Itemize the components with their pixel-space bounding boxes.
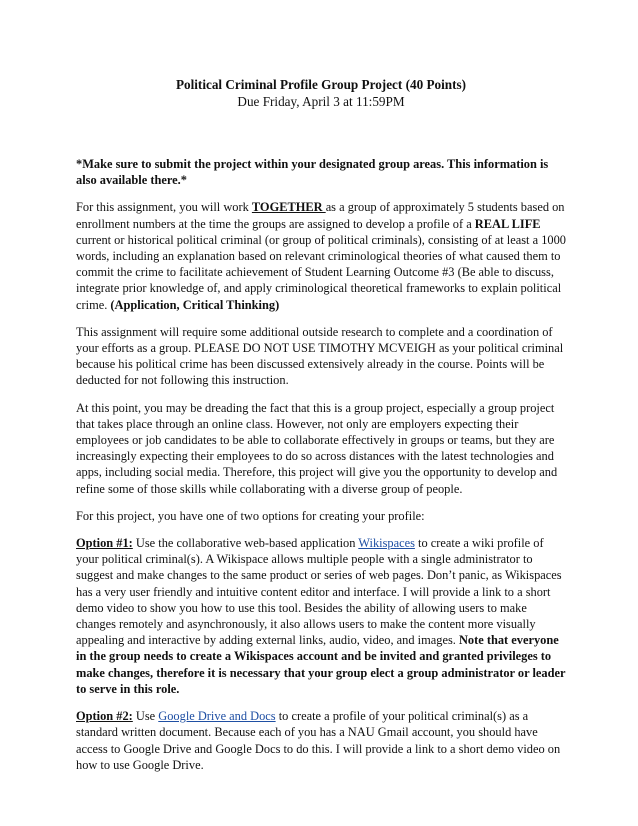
paragraph-option-2 — [76, 708, 566, 773]
submission-notice — [76, 156, 566, 188]
p1-text-c: current or historical political criminal (or group of political criminals), consisting of at least a 1000 words, including an explanation based on relevant criminological theories of what caused them to commit the crime to facilitate achievement of Student Learning Outcome #3 (Be able to discuss, integrate prior knowledge of, and apply criminological theoretical frameworks to explain political crime. — [76, 232, 566, 312]
option-2-label: Option #2: — [76, 709, 133, 724]
option-1-note: Note that everyone in the group needs to create a Wikispaces account and be invited and granted privileges to make changes, therefore it is necessary that your group elect a group administrator or leader to serve in this role. — [76, 633, 566, 696]
paragraph-group-project: At this point, you may be dreading the fact that this is a group project, especially a group project that takes place through an online class. However, not only are employers expecting their employees or job candidates to be able to collaborate effectively in groups or teams, but they are increasingly expecting their employees to do so across distances with the latest technologies and apps, including social media. Therefore, this project will give you the opportunity to develop and refine some of those skills while collaborating with a diverse group of people. — [76, 400, 558, 496]
wikispaces-link[interactable]: Wikispaces — [358, 536, 415, 551]
option-1-label: Option #1: — [76, 536, 133, 551]
p1-text-a: For this assignment, you will work — [76, 200, 252, 215]
together-emphasis: TOGETHER — [251, 200, 326, 215]
option-2-text-b: to create a profile of your political criminal(s) as a standard written document. Because each of you has a NAU Gmail account, you should have access to Google Drive and Google Docs to do this. I will provide a link to a short demo video on how to use Google Drive. — [76, 709, 561, 772]
real-life-emphasis: REAL LIFE — [474, 216, 541, 231]
paragraph-assignment — [76, 199, 566, 312]
paragraph-research: This assignment will require some additional outside research to complete and a coordination of your efforts as a group. PLEASE DO NOT USE TIMOTHY MCVEIGH as your political criminal because his political crime has been discussed extensively already in the course. Points will be deducted for not following this instruction. — [76, 324, 564, 388]
paragraph-options-intro: For this project, you have one of two options for creating your profile: — [76, 508, 425, 523]
option-2-text-a: Use — [132, 709, 159, 724]
notice-text: *Make sure to submit the project within your designated group areas. This information is also available there.* — [76, 157, 549, 188]
option-1-text-a: Use the collaborative web-based application — [132, 536, 359, 551]
due-date: Due Friday, April 3 at 11:59PM — [237, 94, 405, 109]
p1-skills: (Application, Critical Thinking) — [110, 297, 280, 312]
paragraph-option-1 — [76, 535, 566, 697]
document-title: Political Criminal Profile Group Project (40 Points) — [175, 77, 467, 92]
title-block — [76, 76, 566, 110]
p1-text-b: as a group of approximately 5 students based on enrollment numbers at the time the groups are assigned to develop a profile of a — [76, 200, 565, 231]
option-1-text-b: to create a wiki profile of your political criminal(s). A Wikispace allows multiple people with a single administrator to suggest and make changes to the same product or series of web pages. Don’t panic, as Wikispaces has a very user friendly and intuitive content editor and interface. I will provide a link to a short demo video to show you how to use this tool. Besides the ability of allowing users to make changes remotely and asynchronously, it also allows users to make the content more visually appealing and interactive by adding external links, audio, video, and images. — [76, 536, 562, 648]
google-drive-link[interactable]: Google Drive and Docs — [158, 709, 276, 724]
